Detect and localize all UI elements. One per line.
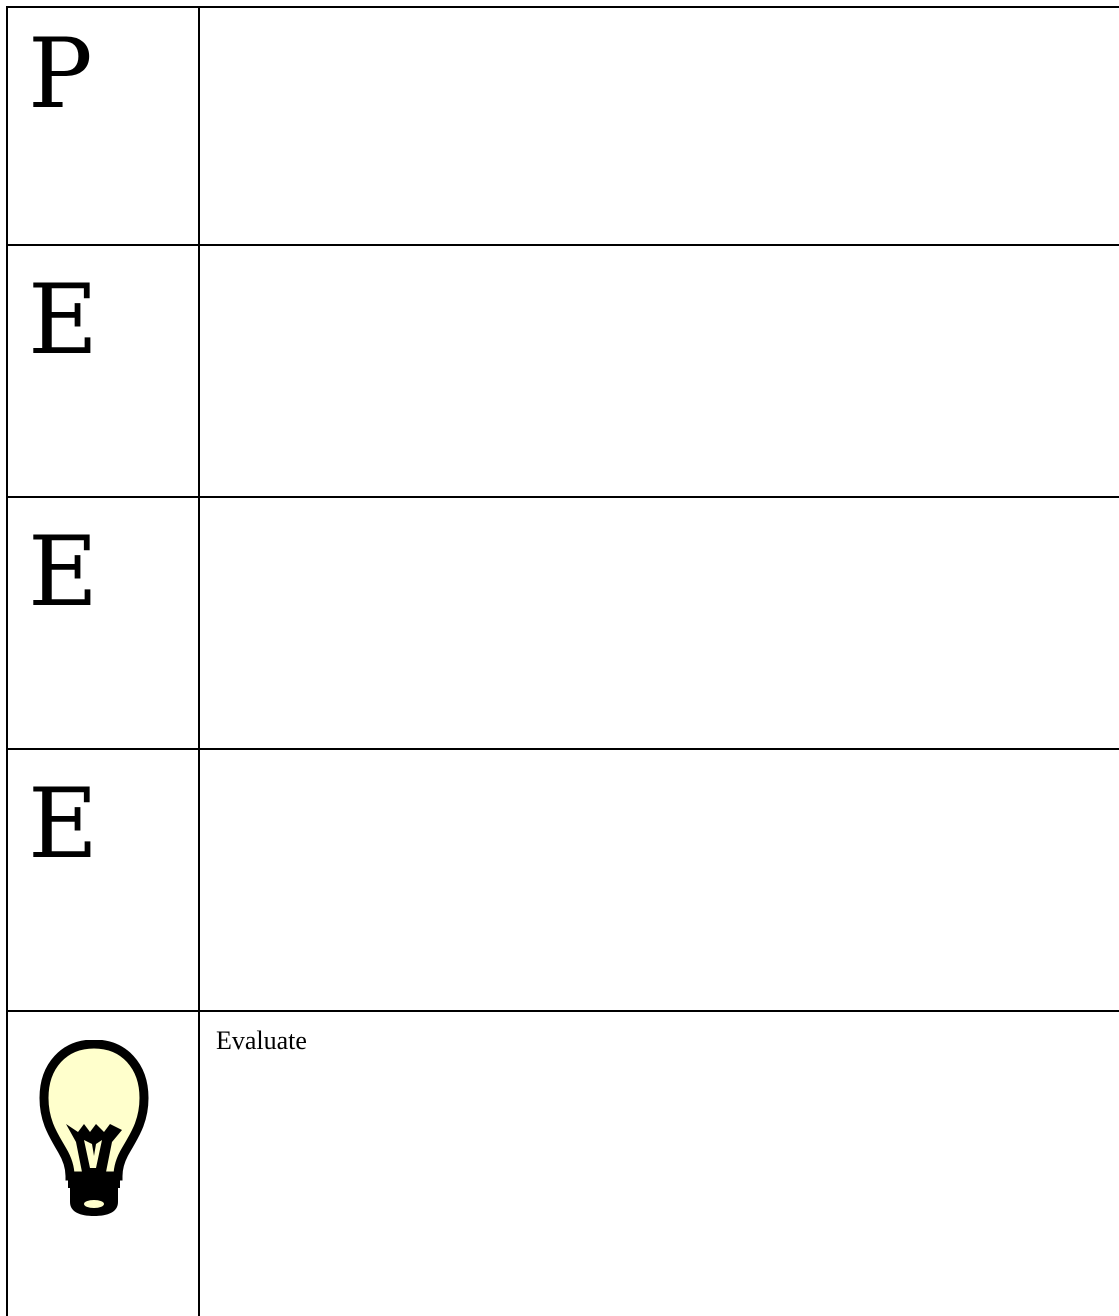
row-point <box>8 8 1119 246</box>
row-effect <box>8 750 1119 1012</box>
letter-cell <box>8 498 200 748</box>
content-cell-evaluate[interactable] <box>200 1012 1119 1316</box>
content-cell-explain[interactable] <box>200 498 1119 748</box>
letter-p: P <box>28 18 93 130</box>
letter-e: E <box>28 264 99 376</box>
letter-e: E <box>28 768 99 880</box>
icon-cell <box>8 1012 200 1316</box>
content-cell-point[interactable] <box>200 8 1119 244</box>
row-evaluate <box>8 1012 1119 1316</box>
letter-e: E <box>28 516 99 628</box>
content-cell-evidence[interactable] <box>200 246 1119 496</box>
evaluate-label: Evaluate <box>216 1026 307 1055</box>
row-evidence <box>8 246 1119 498</box>
letter-cell <box>8 8 200 244</box>
content-cell-effect[interactable] <box>200 750 1119 1010</box>
peee-table <box>6 6 1119 1316</box>
letter-cell <box>8 750 200 1010</box>
letter-cell <box>8 246 200 496</box>
row-explain <box>8 498 1119 750</box>
lightbulb-icon <box>38 1040 150 1216</box>
